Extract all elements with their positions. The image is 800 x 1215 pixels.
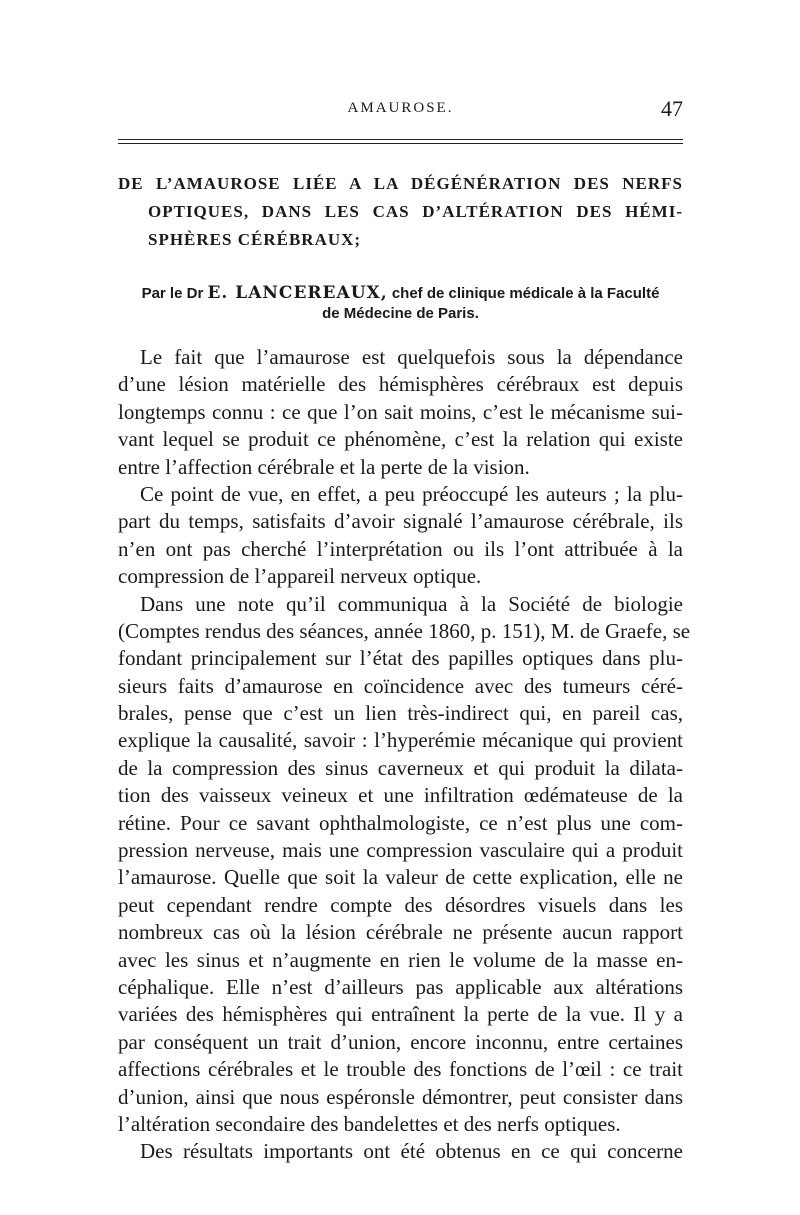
body-line: explique la causalité, savoir : l’hyperémie mécanique qui provient bbox=[118, 728, 683, 753]
body-line: variées des hémisphères qui entraînent la perte de la vue. Il y a bbox=[118, 1002, 683, 1027]
body-line: d’une lésion matérielle des hémisphères cérébraux est depuis bbox=[118, 372, 683, 397]
body-line: rétine. Pour ce savant ophthalmologiste, ce n’est plus une com- bbox=[118, 810, 683, 835]
body-line: Des résultats importants ont été obtenus en ce qui concerne bbox=[140, 1139, 683, 1164]
body-line: l’altération secondaire des bandelettes et des nerfs optiques. bbox=[118, 1111, 621, 1136]
body-line: par conséquent un trait d’union, encore inconnu, entre certaines bbox=[118, 1029, 683, 1054]
body-line: Dans une note qu’il communiqua à la Société de biologie bbox=[140, 591, 683, 616]
body-line: avec les sinus et n’augmente en rien le volume de la masse en- bbox=[118, 947, 683, 972]
body-line: nombreux cas où la lésion cérébrale ne présente aucun rapport bbox=[118, 920, 683, 945]
body-line: (Comptes rendus des séances, année 1860, p. 151), M. de Graefe, se bbox=[118, 618, 691, 643]
body-line: de la compression des sinus caverneux et qui produit la dilata- bbox=[118, 755, 683, 780]
page-number: 47 bbox=[661, 96, 683, 121]
author-affiliation-2: de Médecine de Paris. bbox=[322, 305, 479, 322]
title-line-1: DE L’AMAUROSE LIÉE A LA DÉGÉNÉRATION DES NERFS bbox=[118, 174, 683, 193]
title-line-2: OPTIQUES, DANS LES CAS D’ALTÉRATION DES HÉMI- bbox=[148, 202, 683, 221]
header-rule-bottom bbox=[118, 143, 683, 144]
body-line: compression de l’appareil nerveux optique. bbox=[118, 564, 482, 589]
article-title bbox=[118, 170, 683, 254]
body-line: longtemps connu : ce que l’on sait moins, c’est le mécanisme sui- bbox=[118, 399, 683, 424]
author-name: E. LANCEREAUX, bbox=[207, 283, 388, 303]
running-head bbox=[118, 96, 683, 122]
header-rule-top bbox=[118, 139, 683, 140]
byline bbox=[118, 283, 683, 324]
body-line: pression nerveuse, mais une compression vasculaire qui a produit bbox=[118, 838, 683, 863]
body-line: Ce point de vue, en effet, a peu préoccupé les auteurs ; la plu- bbox=[140, 481, 683, 506]
body-line: vant lequel se produit ce phénomène, c’est la relation qui existe bbox=[118, 427, 683, 452]
body-line: l’amaurose. Quelle que soit la valeur de cette explication, elle ne bbox=[118, 865, 683, 890]
running-title: AMAUROSE. bbox=[347, 100, 454, 116]
body-line: d’union, ainsi que nous espéronsle démontrer, peut consister dans bbox=[118, 1084, 683, 1109]
body-line: brales, pense que c’est un lien très-indirect qui, en pareil cas, bbox=[118, 701, 683, 726]
body-line: entre l’affection cérébrale et la perte de la vision. bbox=[118, 454, 530, 479]
byline-prefix: Par le Dr bbox=[141, 285, 204, 302]
body-line: part du temps, satisfaits d’avoir signalé l’amaurose cérébrale, ils bbox=[118, 509, 683, 534]
body-line: n’en ont pas cherché l’interprétation ou ils l’ont attribuée à la bbox=[118, 536, 683, 561]
body-line: sieurs faits d’amaurose en coïncidence avec des tumeurs céré- bbox=[118, 673, 683, 698]
body-line: céphalique. Elle n’est d’ailleurs pas applicable aux altérations bbox=[118, 974, 683, 999]
author-affiliation-1: chef de clinique médicale à la Faculté bbox=[391, 285, 660, 302]
title-line-3: SPHÈRES CÉRÉBRAUX; bbox=[148, 230, 362, 249]
body-line: Le fait que l’amaurose est quelquefois sous la dépendance bbox=[140, 345, 683, 369]
body-line: affections cérébrales et le trouble des fonctions de l’œil : ce trait bbox=[118, 1057, 683, 1082]
body-line: peut cependant rendre compte des désordres visuels dans les bbox=[118, 892, 683, 917]
body-line: fondant principalement sur l’état des papilles optiques dans plu- bbox=[118, 646, 683, 671]
body-text bbox=[118, 344, 691, 1166]
byline-line-1 bbox=[118, 283, 683, 304]
body-line: tion des vaisseux veineux et une infiltration œdémateuse de la bbox=[118, 783, 683, 808]
